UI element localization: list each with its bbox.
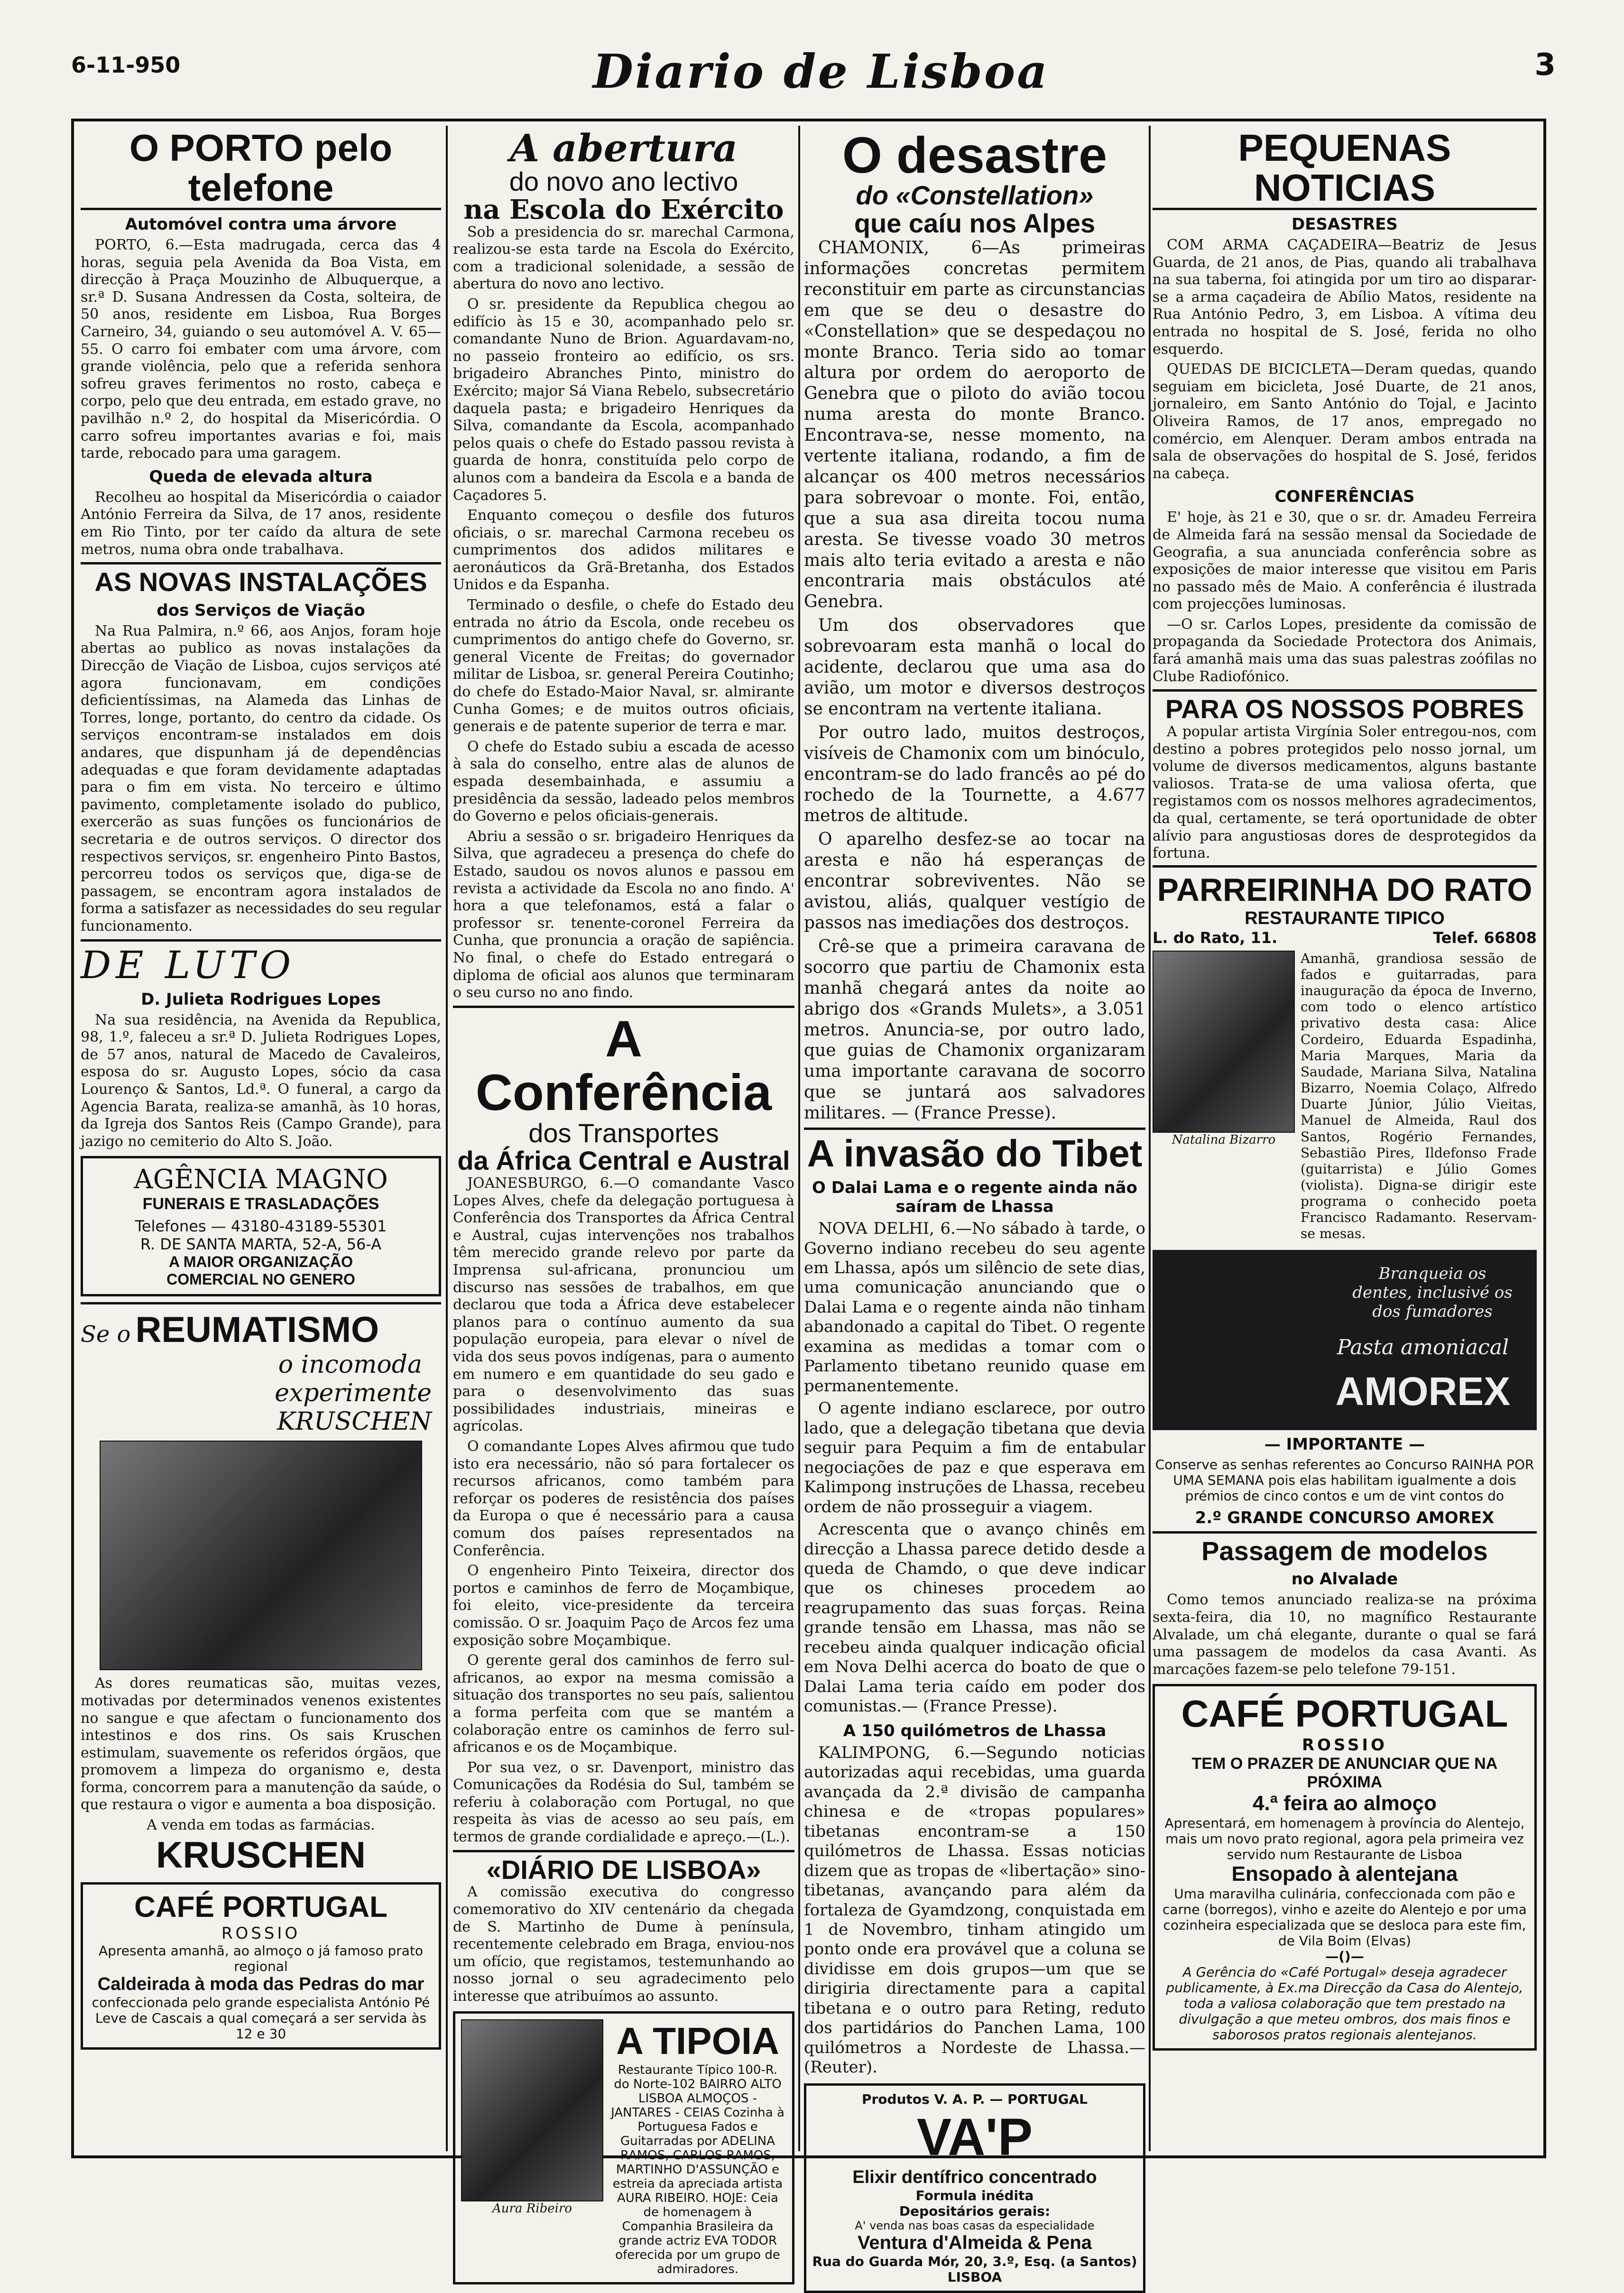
issue-date: 6-11-950 bbox=[71, 52, 181, 78]
magno-title: AGÊNCIA MAGNO bbox=[134, 1164, 388, 1195]
tibet-body-2: O agente indiano esclarece, por outro lado, que a delegação tibetana que devia seguir para Pequim a fim de entabular negociações de paz e que esperava em Kalimpong instruções de Lhassa, recebeu ordem de não prosseguir a viagem. bbox=[804, 1399, 1145, 1516]
tibet-body-3: Acrescenta que o avanço chinês em direcção a Lhassa parece detido desde a queda de Chamdo, o que deve indicar que os chineses procedem ao reagrupamento das suas forças. Reina grande tensão em Lhassa, mas não se recebeu ainda qualquer indicação oficial em Nova Delhi acerca do boato de que o Dalai Lama teria caído em poder dos comunistas.— (France Presse). bbox=[804, 1520, 1145, 1716]
modelos-subhead: no Alvalade bbox=[1291, 1570, 1398, 1589]
novas-body: Na Rua Palmira, n.º 66, aos Anjos, foram hoje abertas ao publico as novas instalações da Direcção de Viação de Lisboa, cujos serviços até agora funcionavam, em condições deficientíssimas, na Alameda das Linhas de Torres, longe, portanto, do centro da cidade. Os serviços encontram-se instalados em dois andares, que dispunham já de dependências adequadas e que foram devidamente adaptadas para o fim em vista. No terceiro e último pavimento, completamente isolado do publico, exercerão as suas funções os funcionários de secretaria e de outros serviços. O director dos respectivos serviços, sr. engenheiro Pinto Bastos, percorreu todos os serviços que, diga-se de passagem, se encontram agora instalados de forma a satisfazer as necessidades do seu regular funcionamento. bbox=[81, 622, 441, 934]
parreirinha-ad bbox=[1153, 865, 1537, 1245]
pobres-headline: PARA OS NOSSOS POBRES bbox=[1165, 694, 1524, 724]
cafe-dish: Caldeirada à moda das Pedras do mar bbox=[97, 1974, 424, 1995]
pobres-body: A popular artista Virgínia Soler entregou-nos, com destino a pobres protegidos pelo nosso jornal, um volume de diversos medicamentos, alguns bastante valiosos. Trata-se de uma valiosa oferta, que registamos com os nossos melhores agradecimentos, da qual, certamente, se terá oportunidade de obter alívio para angustiosas dores de desprotegidos da fortuna. bbox=[1153, 723, 1537, 862]
pequenas-body-1: COM ARMA CAÇADEIRA—Beatriz de Jesus Guarda, de 21 anos, de Pias, quando ali trabalhava na sua taberna, foi atingida por um tiro ao disparar-se a arma caçadeira de Abílio Matos, residente na Rua António Pedro, 3, em Lisboa. A vítima deu entrada no hospital de S. José, ferida no olho esquerdo. bbox=[1153, 237, 1537, 358]
kruschen-body: As dores reumaticas são, muitas vezes, motivadas por determinados venenos existentes no sangue e que afectam o funcionamento dos intestinos e dos rins. Os sais Kruschen estimulam, suavemente os referidos órgãos, que promovem a limpeza do organismo e, desta forma, concorrem para a manutenção da saúde, o que restaura o vigor e aumenta a boa disposição. bbox=[81, 1675, 441, 1813]
divider bbox=[453, 1006, 794, 1008]
kruschen-line-3: experimente bbox=[275, 1379, 432, 1408]
conferencia-body-1: JOANESBURGO, 6.—O comandante Vasco Lopes Alves, chefe da delegação portuguesa à Conferência dos Transportes da África Central e Austral, cujas intervenções nos trabalhos têm merecido grande relevo por parte da Imprensa sul-africana, pronunciou um discurso nas sessões de trabalhos, em que declarou que toda a África deve estabelecer planos para o contínuo aumento da sua população europeia, para elevar o nível de vida dos seus povos indígenas, para o aumento em numero e em quantidade do seu gado e para o desenvolvimento das suas possibilidades industriais, mineiras e agrícolas. bbox=[453, 1175, 794, 1435]
luto-headline: DE LUTO bbox=[81, 943, 296, 987]
vap-brand: VA'P bbox=[916, 2108, 1033, 2166]
vap-top: Produtos V. A. P. — PORTUGAL bbox=[861, 2091, 1088, 2107]
divider bbox=[1153, 1531, 1537, 1534]
abertura-body-4: Terminado o desfile, o chefe do Estado deu entrada no átrio da Escola, onde recebeu os cumprimentos do antigo chefe do Governo, sr. general Vicente de Freitas; do governador militar de Lisboa, sr. general Pereira Coutinho; do chefe do Estado-Maior Naval, sr. almirante Cunha Gomes; e de muitos outros oficiais, generais e de patente superior de terra e mar. bbox=[453, 597, 794, 735]
tipoia-title: A TIPOIA bbox=[616, 2019, 779, 2062]
kruschen-line-4: KRUSCHEN bbox=[277, 1407, 432, 1436]
abertura-body-1: Sob a presidencia do sr. marechal Carmona, realizou-se esta tarde na Escola do Exército, com a tradicional solenidade, a sessão de abertura do novo ano lectivo. bbox=[453, 223, 794, 293]
vap-line-1: Elixir dentífrico concentrado bbox=[852, 2167, 1097, 2187]
cp-prazer: TEM O PRAZER DE ANUNCIAR QUE NA PRÓXIMA bbox=[1191, 1755, 1498, 1792]
column-4 bbox=[1153, 128, 1537, 2154]
desastre-subhead-2: que caíu nos Alpes bbox=[854, 208, 1096, 239]
desastre-headline: O desastre bbox=[842, 126, 1107, 184]
abertura-body-5: O chefe do Estado subiu a escada de acesso à sala do conselho, entre alas de alunos de espada desembainhada, e assumiu a presidência da sessão, ladeado pelos membros do Governo e pelos oficiais-generais. bbox=[453, 738, 794, 825]
column-rule bbox=[798, 126, 800, 2151]
conferencia-body-2: O comandante Lopes Alves afirmou que tudo isto era necessário, não só para fortalecer os recursos africanos, como também para reforçar os poderes de resistência dos países da Europa o que é necessário para a causa comum dos países representados na Conferência. bbox=[453, 1438, 794, 1559]
modelos-body: Como temos anunciado realiza-se na próxima sexta-feira, dia 10, no magnífico Restaurante Alvalade, um chá elegante, durante o qual se fará uma passagem de modelos da casa Avanti. As marcações fazem-se pelo telefone 79-151. bbox=[1153, 1591, 1537, 1678]
kruschen-brand: KRUSCHEN bbox=[156, 1834, 366, 1876]
tipoia-text: Restaurante Típico 100-R. do Norte-102 BAIRRO ALTO LISBOA ALMOÇOS - JANTARES - CEIAS Cozinha à Portuguesa Fados e Guitarradas por ADELINA RAMOS, CARLOS RAMOS, MARTINHO D'ASSUNÇÃO e estreia da apreciada artista AURA RIBEIRO. HOJE: Ceia de homenagem à Companhia Brasileira da grande actriz EVA TODOR oferecida por um grupo de admiradores. bbox=[611, 2062, 784, 2276]
kruschen-man-image bbox=[100, 1441, 422, 1670]
desastre-body-4: O aparelho desfez-se ao tocar na aresta e não há esperanças de encontrar sobreviventes. Não se avistou, aliás, qualquer vestígio de passos nas imediações dos destroços. bbox=[804, 830, 1145, 933]
km-body: KALIMPONG, 6.—Segundo noticias autorizadas aqui recebidas, uma guarda avançada da 2.ª divisão de campanha chinesa e de «tropas populares» tibetanas encontram-se a 150 quilómetros de Lhassa. Essas noticias dizem que as tropas de «libertação» sino-tibetanas, avançando para além da fortaleza de Gyamdzong, conquistada em 1 de Novembro, tinham atingido um ponto onde era provável que a coluna se dividisse em dois grupos—um que se dirigiria directamente para a capital tibetana e o outro para Reting, reduto dos partidários do Panchen Lama, 100 quilómetros a Nordeste de Lhassa.— (Reuter). bbox=[804, 1743, 1145, 2077]
vap-ad bbox=[804, 2083, 1145, 2293]
cp-subtitle: ROSSIO bbox=[1301, 1736, 1388, 1755]
desastre-body-5: Crê-se que a primeira caravana de socorro que partiu de Chamonix esta manhã chegará antes da noite ao abrigo dos «Grands Mulets», a 3.051 metros. Anuncia-se, por outro lado, que guias de Chamonix organizaram uma importante caravana de socorro que se juntará aos salvadores militares. — (France Presse). bbox=[804, 936, 1145, 1123]
rato-body: Amanhã, grandiosa sessão de fados e guitarradas, para inauguração da época de Inverno, com todo o elenco artístico privativo desta casa: Alice Cordeiro, Eduarda Espadinha, Maria Marques, Maria da Saudade, Mariana Silva, Natalina Bizarro, Noemia Colaço, Alfredo Duarte Júnior, Júlio Vieitas, Manuel de Almeida, Raul dos Santos, Rogério Fernandes, Sebastião Pires, Ildefonso Frade (guitarrista) e Júlio Gomes (violista). Digna-se dirigir este programa o conhecido poeta Francisco Radamanto. Reservam-se mesas. bbox=[1301, 950, 1537, 1242]
tipoia-caption: Aura Ribeiro bbox=[492, 2201, 572, 2216]
divider bbox=[1153, 689, 1537, 692]
desastre-body-1: CHAMONIX, 6—As primeiras informações concretas permitem reconstituir em parte as circunstancias em que se deu o desastre do «Constellation» que se despedaçou no monte Branco. Teria sido ao tomar altura por ordem do aeroporto de Genebra que o piloto do avião tocou numa aresta do monte Branco. Encontrava-se, nesse momento, na vertente italiana, rodando, a fim de alcançar os 400 metros necessários para sobrevoar o monte. Foi, então, que a sua asa direita tocou numa aresta. Se tivesse voado 30 metros mais alto teria evitado a aresta e não encontraria mais obstáculos até Genebra. bbox=[804, 238, 1145, 612]
kruschen-line-1: Se o bbox=[81, 1321, 131, 1348]
rato-subtitle: RESTAURANTE TIPICO bbox=[1245, 908, 1445, 928]
pequenas-body-2: QUEDAS DE BICICLETA—Deram quedas, quando seguiam em bicicleta, José Duarte, de 21 anos, jornaleiro, em Santo António do Tojal, e Jacinto Oliveira Ramos, de 17 anos, empregado no comércio, em Alenquer. Deram ambos entrada na sala de observações do hospital de S. José, feridos na cabeça. bbox=[1153, 361, 1537, 482]
rato-title: PARREIRINHA DO RATO bbox=[1157, 871, 1532, 908]
queda-body: Recolheu ao hospital da Misericórdia o caiador António Ferreira da Silva, de 17 anos, residente em Rio Tinto, por ter caído da altura de sete metros, numa obra onde trabalhava. bbox=[81, 489, 441, 558]
agencia-magno-ad bbox=[81, 1156, 441, 1296]
conferencia-body-4: O gerente geral dos caminhos de ferro sul-africanos, ao expor na mesma comissão a situação dos transportes no seu país, salientou a forma perfeita com que se mantém a colaboração entre os caminhos de ferro sul-africanos e os de Moçambique. bbox=[453, 1652, 794, 1756]
amorex-contest: 2.º GRANDE CONCURSO AMOREX bbox=[1195, 1508, 1495, 1527]
queda-subhead: Queda de elevada altura bbox=[149, 467, 373, 486]
luto-subhead: D. Julieta Rodrigues Lopes bbox=[141, 989, 381, 1009]
cafe-text-2: confeccionada pelo grande especialista António Pé Leve de Cascais a qual começará a ser servida às 12 e 30 bbox=[92, 1995, 430, 2042]
cafe-title: CAFÉ PORTUGAL bbox=[134, 1891, 388, 1924]
kruschen-sale: A venda em todas as farmácias. bbox=[147, 1817, 375, 1834]
diario-headline: «DIÁRIO DE LISBOA» bbox=[486, 1854, 761, 1885]
desastre-body-3: Por outro lado, muitos destroços, visíveis de Chamonix com um binóculo, encontram-se do lado francês ao pé do rochedo de la Tournette, a 4.677 metros de altitude. bbox=[804, 722, 1145, 826]
conferencia-subhead-2: da África Central e Austral bbox=[457, 1146, 790, 1176]
vap-line-5: Ventura d'Almeida & Pena bbox=[857, 2232, 1092, 2253]
rato-address: L. do Rato, 11. bbox=[1153, 928, 1278, 947]
conferencia-headline: A Conferência bbox=[475, 1009, 772, 1121]
divider bbox=[81, 562, 441, 564]
conferencia-body-5: Por sua vez, o sr. Davenport, ministro das Comunicações da Rodésia do Sul, também se referiu à colaboração com Portugal, no que respeita às vias de acesso ao seu país, em termos de grande cordialidade e apreço.—(L.). bbox=[453, 1759, 794, 1846]
kruschen-line-2: o incomoda bbox=[278, 1350, 422, 1379]
rato-phone: Telef. 66808 bbox=[1433, 928, 1537, 947]
porto-subhead: Automóvel contra uma árvore bbox=[125, 215, 397, 234]
pequenas-body-4: —O sr. Carlos Lopes, presidente da comissão de propaganda da Sociedade Protectora dos Animais, fará amanhã mais uma das suas palestras zoófilas no Clube Radiofónico. bbox=[1153, 616, 1537, 685]
cafe-portugal-ad-large bbox=[1153, 1684, 1537, 2051]
cafe-subtitle: ROSSIO bbox=[221, 1924, 301, 1943]
tipoia-ad bbox=[453, 2011, 794, 2284]
column-1 bbox=[81, 128, 441, 2154]
abertura-headline: A abertura bbox=[510, 126, 738, 170]
amorex-slogan: Branqueia os dentes, inclusivé os dos fumadores bbox=[1352, 1264, 1513, 1321]
tipoia-photo bbox=[461, 2019, 603, 2201]
magno-address: R. DE SANTA MARTA, 52-A, 56-A bbox=[140, 1235, 382, 1254]
abertura-subhead-1: do novo ano lectivo bbox=[509, 166, 738, 196]
vap-line-3: Depositários gerais: bbox=[899, 2203, 1051, 2219]
amorex-brand: AMOREX bbox=[1335, 1368, 1511, 1414]
column-rule bbox=[1149, 126, 1151, 2151]
porto-headline: O PORTO pelo telefone bbox=[81, 128, 441, 210]
column-3 bbox=[804, 126, 1145, 2285]
magno-tagline-2: COMERCIAL NO GENERO bbox=[166, 1271, 355, 1288]
cp-dish: Ensopado à alentejana bbox=[1231, 1862, 1458, 1886]
cp-text: Apresentará, em homenagem à província do Alentejo, mais um novo prato regional, agora pela primeira vez servido num Restaurante de Lisboa bbox=[1164, 1815, 1525, 1863]
desastre-body-2: Um dos observadores que sobrevoaram esta manhã o local do acidente, declarou que uma asa do avião, um motor e diversos destroços se encontram na vertente italiana. bbox=[804, 616, 1145, 719]
magno-tagline-1: A MAIOR ORGANIZAÇÃO bbox=[168, 1253, 353, 1271]
rato-photo bbox=[1153, 951, 1295, 1133]
amorex-text: Conserve as senhas referentes ao Concurso RAINHA POR UMA SEMANA pois elas habilitam igualmente a dois prémios de cinco contos e um de vint contos do bbox=[1155, 1456, 1534, 1504]
vap-line-2: Formula inédita bbox=[915, 2187, 1034, 2203]
cp-text-2: Uma maravilha culinária, confeccionada com pão e carne (borregos), vinho e azeite do Alentejo e por uma cozinheira especializada que se desloca para este fim, de Vila Boim (Elvas) bbox=[1163, 1886, 1527, 1949]
tibet-headline: A invasão do Tibet bbox=[807, 1132, 1143, 1175]
novas-headline: AS NOVAS INSTALAÇÕES bbox=[94, 567, 427, 597]
divider bbox=[804, 1128, 1145, 1130]
modelos-headline: Passagem de modelos bbox=[1201, 1535, 1488, 1566]
kruschen-ad bbox=[81, 1302, 441, 1877]
divider bbox=[453, 1850, 794, 1852]
page-number: 3 bbox=[1534, 47, 1556, 83]
amorex-important: — IMPORTANTE — bbox=[1264, 1434, 1425, 1454]
cp-thanks: A Gerência do «Café Portugal» deseja agradecer publicamente, à Ex.ma Direcção da Casa do Alentejo, toda a valiosa colaboração que tem prestado na divulgação a que meteu ombros, dos mais finos e saborosos pratos regionais alentejanos. bbox=[1166, 1964, 1523, 2043]
conferencia-body-3: O engenheiro Pinto Teixeira, director dos portos e caminhos de ferro de Moçambique, foi eleito, vice-presidente da terceira comissão. O sr. Joaquim Paço de Arcos fez uma exposição sobre Moçambique. bbox=[453, 1563, 794, 1649]
vap-line-6: Rua do Guarda Mór, 20, 3.º, Esq. (a Santos) LISBOA bbox=[812, 2253, 1137, 2285]
pequenas-subhead-1: DESASTRES bbox=[1292, 215, 1398, 234]
pequenas-subhead-2: CONFERÊNCIAS bbox=[1274, 487, 1415, 507]
luto-body: Na sua residência, na Avenida da Republica, 98, 1.º, faleceu a sr.ª D. Julieta Rodrigues Lopes, de 57 anos, natural de Macedo de Cavaleiros, esposa do sr. Augusto Lopes, sócio da casa Lourenço & Santos, Ld.ª. O funeral, a cargo da Agencia Barata, realiza-se amanhã, às 10 horas, da Igreja dos Santos Reis (Campo Grande), para jazigo no cemiterio do Alto S. João. bbox=[81, 1011, 441, 1150]
amorex-ad-image bbox=[1153, 1250, 1537, 1430]
amorex-product: Pasta amoniacal bbox=[1337, 1335, 1509, 1359]
abertura-subhead-2: na Escola do Exército bbox=[463, 194, 784, 225]
vap-line-4: A' venda nas boas casas da especialidade bbox=[855, 2219, 1095, 2232]
diario-body: A comissão executiva do congresso comemorativo do XIV centenário da chegada de S. Martinho de Dume à península, recentemente celebrado em Braga, enviou-nos um ofício, que registamos, testemunhando ao nosso jornal o seu agradecimento pelo interesse que atribuímos ao assunto. bbox=[453, 1884, 794, 2005]
abertura-body-6: Abriu a sessão o sr. brigadeiro Henriques da Silva, que agradeceu a presença do chefe do Estado, saudou os novos alunos e passou em revista a actividade da Escola no ano findo. A' hora a que telefonamos, está a falar o professor sr. tenente-coronel Ferreira da Cunha, que pronuncia a oração de sapiência. No final, o chefe do Estado entregará o diploma de oficial aos alunos que terminaram o seu curso no ano findo. bbox=[453, 828, 794, 1001]
desastre-subhead-1: do «Constellation» bbox=[856, 180, 1094, 211]
tibet-body-1: NOVA DELHI, 6.—No sábado à tarde, o Governo indiano recebeu do seu agente em Lhassa, após um silêncio de sete dias, uma comunicação anunciando que o Dalai Lama e o regente ainda não tinham abandonado a capital do Tibet. O regente examina as medidas a tomar com o Parlamento tibetano reunido quase em permanentemente. bbox=[804, 1219, 1145, 1396]
abertura-body-2: O sr. presidente da Republica chegou ao edifício às 15 e 30, acompanhado pelo sr. comandante Nuno de Brion. Aguardavam-no, no passeio fronteiro ao edifício, os srs. brigadeiro Abranches Pinto, ministro do Exército; major Sá Viana Rebelo, subsecretário daquela pasta; e brigadeiro Henriques da Silva, comandante da Escola, acompanhado pelos quais o chefe do Estado passou revista à guarda de honra, constituída pelo corpo de alunos com a bandeira da Escola e a banda de Caçadores 5. bbox=[453, 296, 794, 504]
masthead bbox=[71, 47, 1556, 104]
cafe-text: Apresenta amanhã, ao almoço o já famoso prato regional bbox=[98, 1943, 424, 1975]
kruschen-reumatismo: REUMATISMO bbox=[135, 1310, 379, 1350]
cp-title: CAFÉ PORTUGAL bbox=[1181, 1692, 1508, 1735]
cp-separator: —()— bbox=[1325, 1949, 1364, 1965]
newspaper-title: Diario de Lisboa bbox=[593, 45, 1049, 99]
cafe-portugal-ad-small bbox=[81, 1882, 441, 2050]
pequenas-headline: PEQUENAS NOTICIAS bbox=[1153, 128, 1537, 210]
rato-caption: Natalina Bizarro bbox=[1172, 1132, 1276, 1147]
magno-phones: Telefones — 43180-43189-55301 bbox=[135, 1217, 387, 1236]
porto-body: PORTO, 6.—Esta madrugada, cerca das 4 horas, seguia pela Avenida da Boa Vista, em direcção à Praça Mouzinho de Albuquerque, a sr.ª D. Susana Andressen da Costa, solteira, de 50 anos, residente em Lisboa, Rua Borges Carneiro, 34, guiando o seu automóvel A. V. 65—55. O carro foi embater com uma árvore, com grande violência, pelo que a referida senhora sofreu graves ferimentos no rosto, cabeça e corpo, pelo que deu entrada, em estado grave, no pavilhão n.º 2, do hospital da Misericórdia. O carro sofreu importantes avarias e foi, mais tarde, rebocado para uma garagem. bbox=[81, 237, 441, 462]
conferencia-subhead-1: dos Transportes bbox=[528, 1118, 719, 1148]
divider bbox=[81, 939, 441, 942]
pequenas-body-3: E' hoje, às 21 e 30, que o sr. dr. Amadeu Ferreira de Almeida fará na sessão mensal da Sociedade de Geografia, a sua anunciada conferência sobre as exposições de maior interesse que visitou em Paris no passado mês de Maio. A conferência é ilustrada com projecções luminosas. bbox=[1153, 509, 1537, 613]
column-rule bbox=[446, 126, 448, 2151]
tibet-subhead: O Dalai Lama e o regente ainda não saíram de Lhassa bbox=[812, 1178, 1137, 1217]
column-2 bbox=[453, 126, 794, 2276]
magno-subtitle: FUNERAIS E TRASLADAÇÕES bbox=[142, 1195, 379, 1213]
km-subhead: A 150 quilómetros de Lhassa bbox=[843, 1721, 1107, 1740]
cp-day: 4.ª feira ao almoço bbox=[1253, 1792, 1437, 1815]
novas-subhead: dos Serviços de Viação bbox=[157, 601, 365, 620]
abertura-body-3: Enquanto começou o desfile dos futuros oficiais, o sr. marechal Carmona recebeu os cumprimentos dos adidos militares e aeronáuticos da Grã-Bretanha, dos Estados Unidos e da Espanha. bbox=[453, 507, 794, 593]
